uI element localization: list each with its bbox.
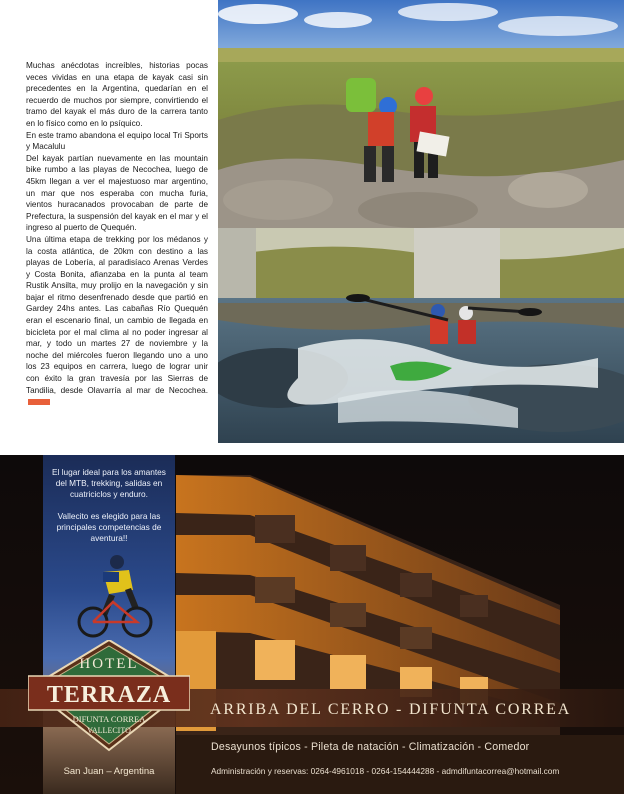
article-paragraph-3: Del kayak partían nuevamente en las mountain bike rumbo a las playas de Necochea, luego de 45km llegan a ver el majestuoso mar argentino, un mar que nos esperaba con mucha furia, vientos huracanados provocaban de parte de Prefectura, la suspensión del kayak en el mar y el ingreso al puerto de Quequén. (26, 153, 208, 233)
logo-subtitle-2: VALLECITO (87, 726, 131, 735)
logo-subtitle-1: DIFUNTA CORREA (72, 714, 146, 724)
ad-contact: Administración y reservas: 0264-4961018 - 0264-154444288 - admdifuntacorrea@hotmail.com (211, 766, 560, 776)
cyclist-illustration (73, 550, 153, 640)
ad-location: San Juan – Argentina (63, 766, 155, 777)
logo-hotel-text: HOTEL (79, 656, 139, 672)
kayak-photo (218, 228, 624, 443)
ad-services: Desayunos típicos - Pileta de natación - Climatización - Comedor (211, 741, 530, 753)
article-paragraph-1: Muchas anécdotas increíbles, historias pocas veces vividas en una etapa de kayak casi sin precedentes en la Argentina, quedarían en el recuerdo de muchos por siempre, convirtiendo el tramo del kayak el más duro de la carrera tanto en lo físico como en lo psíquico. (26, 61, 208, 128)
ad-tagline: ARRIBA DEL CERRO - DIFUNTA CORREA (210, 701, 572, 718)
hotel-terraza-logo (28, 640, 190, 752)
hikers-photo (218, 0, 624, 228)
ad-chosen-text: Vallecito es elegido para las principales competencias de aventura!! (56, 511, 162, 543)
article-paragraph-4: Una última etapa de trekking por los médanos y la costa atlántica, de 20km con destino a las playas de Lobería, al paradisíaco Arenas Verdes y Costa Bonita, afianzaba en la punta al team Rustik Ansilta, muy prolijo en la navegación y sin bajar el ritmo desenfrenado desde que partió en Gardey 24hs antes. Las cabañas Río Quequén eran el escenario final, un cambio de llegada en bicicleta por el mal clima al no poder ingresar al mar, y todo un martes 27 de noviembre y la noche del miércoles fueron llegando uno a uno los 23 equipos en carrera, luego de lograr unir con éxito la gran travesía por las Sierras de Tandilia, desde Olavarría al mar de Necochea. (26, 234, 208, 408)
article-paragraph-2: En este tramo abandona el equipo local Tri Sports y Macalulu (26, 130, 208, 152)
hotel-advertisement (0, 455, 624, 794)
article-text (26, 60, 208, 408)
article-end-mark (28, 399, 50, 405)
ad-intro-text: El lugar ideal para los amantes del MTB, trekking, salidas en cuatriciclos y enduro. (52, 467, 166, 499)
logo-name-text: TERRAZA (46, 682, 172, 708)
